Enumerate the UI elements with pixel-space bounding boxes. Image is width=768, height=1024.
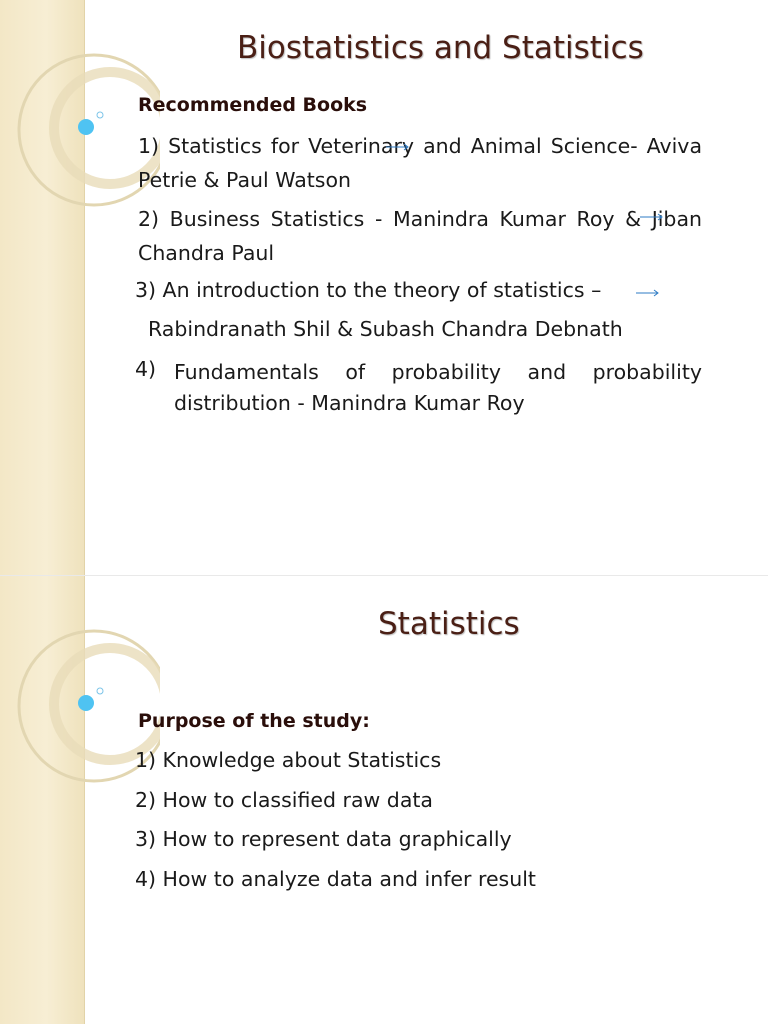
page-title: Biostatistics and Statistics xyxy=(237,30,644,66)
book-item-4-prefix: 4) xyxy=(135,357,157,381)
small-bubble-icon xyxy=(97,112,103,118)
slide-statistics-purpose xyxy=(0,576,768,1024)
decorative-rings xyxy=(0,0,160,240)
book-item-3-line2: Rabindranath Shil & Subash Chandra Debnath xyxy=(148,317,623,341)
book-item-4-line1: Fundamentals of probability and probability xyxy=(174,360,702,384)
section-subheading: Recommended Books xyxy=(138,94,368,116)
arrow-icon xyxy=(636,288,660,298)
bubble-icon xyxy=(78,695,94,711)
book-item-1: 1) Statistics for Veterinary and Animal Science- Aviva Petrie & Paul Watson xyxy=(138,134,702,192)
purpose-item-1: 1) Knowledge about Statistics xyxy=(135,748,442,772)
purpose-item-3: 3) How to represent data graphically xyxy=(135,827,512,851)
book-item-3-line1: 3) An introduction to the theory of statistics – xyxy=(135,278,602,302)
decorative-rings xyxy=(0,576,160,816)
page-title: Statistics xyxy=(378,606,520,642)
book-item-4-line2: distribution - Manindra Kumar Roy xyxy=(174,391,525,415)
purpose-item-4: 4) How to analyze data and infer result xyxy=(135,867,536,891)
section-subheading: Purpose of the study: xyxy=(138,710,370,732)
arrow-icon xyxy=(386,142,410,152)
arrow-icon xyxy=(640,212,664,222)
small-bubble-icon xyxy=(97,688,103,694)
book-item-2: 2) Business Statistics - Manindra Kumar Roy & Jiban Chandra Paul xyxy=(138,207,702,265)
purpose-item-2: 2) How to classified raw data xyxy=(135,788,433,812)
bubble-icon xyxy=(78,119,94,135)
